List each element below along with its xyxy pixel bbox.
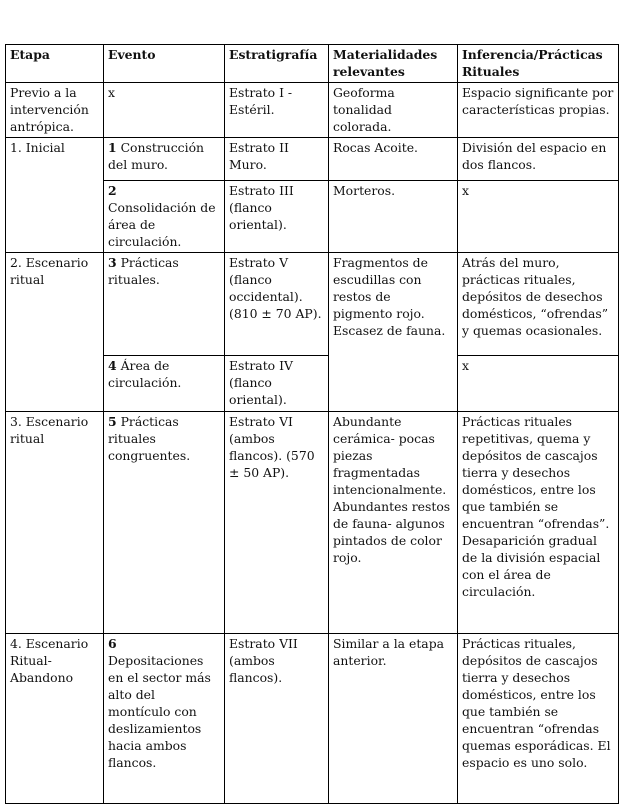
cell-inferencia: Espacio significante por características propias. <box>458 83 619 138</box>
cell-estratigrafia: Estrato VII (ambos flancos). <box>225 634 329 804</box>
cell-materialidades: Geoforma tonalidad colorada. <box>329 83 458 138</box>
cell-etapa: 2. Escenario ritual <box>6 253 104 412</box>
event-text: Prácticas rituales congruentes. <box>108 414 191 463</box>
event-text: Construcción del muro. <box>108 140 205 172</box>
event-number: 4 <box>108 358 117 373</box>
stratigraphy-table <box>5 44 619 804</box>
cell-materialidades: Fragmentos de escudillas con restos de pigmento rojo. Escasez de fauna. <box>329 253 458 412</box>
cell-estratigrafia: Estrato V (flanco occidental). (810 ± 70 AP). <box>225 253 329 356</box>
cell-estratigrafia: Estrato III (flanco oriental). <box>225 181 329 253</box>
event-text: Depositaciones en el sector más alto del montículo con deslizamientos hacia ambos flancos. <box>108 653 211 770</box>
cell-inferencia: x <box>458 356 619 412</box>
cell-materialidades: Abundante cerámica- pocas piezas fragmentadas intencionalmente. Abundantes restos de fauna- algunos pintados de color rojo. <box>329 412 458 634</box>
cell-etapa: Previo a la intervención antrópica. <box>6 83 104 138</box>
cell-evento <box>104 181 225 253</box>
event-number: 5 <box>108 414 117 429</box>
event-text: Consolidación de área de circulación. <box>108 200 216 249</box>
cell-evento <box>104 253 225 356</box>
table-row <box>6 138 619 181</box>
cell-inferencia: División del espacio en dos flancos. <box>458 138 619 181</box>
event-number: 1 <box>108 140 117 155</box>
header-row <box>6 45 619 83</box>
cell-inferencia: x <box>458 181 619 253</box>
cell-evento <box>104 356 225 412</box>
event-text: Área de circulación. <box>108 358 182 390</box>
event-number: 3 <box>108 255 117 270</box>
header-materialidades: Materialidades relevantes <box>329 45 458 83</box>
table-row <box>6 253 619 356</box>
event-number: 6 <box>108 636 117 651</box>
cell-materialidades: Rocas Acoite. <box>329 138 458 181</box>
cell-inferencia: Prácticas rituales, depósitos de cascajos tierra y desechos domésticos, entre los que también se encuentran “ofrendas quemas esporádicas. El espacio es uno solo. <box>458 634 619 804</box>
cell-estratigrafia: Estrato VI (ambos flancos). (570 ± 50 AP). <box>225 412 329 634</box>
table-row <box>6 83 619 138</box>
cell-evento: x <box>104 83 225 138</box>
header-etapa: Etapa <box>6 45 104 83</box>
cell-evento <box>104 634 225 804</box>
cell-estratigrafia: Estrato II Muro. <box>225 138 329 181</box>
cell-etapa: 4. Escenario Ritual- Abandono <box>6 634 104 804</box>
event-text: Prácticas rituales. <box>108 255 179 287</box>
cell-estratigrafia: Estrato IV (flanco oriental). <box>225 356 329 412</box>
cell-inferencia: Atrás del muro, prácticas rituales, depósitos de desechos domésticos, “ofrendas” y quemas ocasionales. <box>458 253 619 356</box>
event-number: 2 <box>108 183 117 198</box>
cell-etapa: 3. Escenario ritual <box>6 412 104 634</box>
header-estratigrafia: Estratigrafía <box>225 45 329 83</box>
cell-estratigrafia: Estrato I - Estéril. <box>225 83 329 138</box>
header-evento: Evento <box>104 45 225 83</box>
cell-materialidades: Similar a la etapa anterior. <box>329 634 458 804</box>
header-inferencia: Inferencia/Prácticas Rituales <box>458 45 619 83</box>
cell-evento <box>104 412 225 634</box>
table-row <box>6 412 619 634</box>
table-row <box>6 634 619 804</box>
cell-etapa: 1. Inicial <box>6 138 104 253</box>
cell-materialidades: Morteros. <box>329 181 458 253</box>
cell-inferencia: Prácticas rituales repetitivas, quema y depósitos de cascajos tierra y desechos domésticos, entre los que también se encuentran “ofrendas”. Desaparición gradual de la división espacial con el área de circulación. <box>458 412 619 634</box>
cell-evento <box>104 138 225 181</box>
